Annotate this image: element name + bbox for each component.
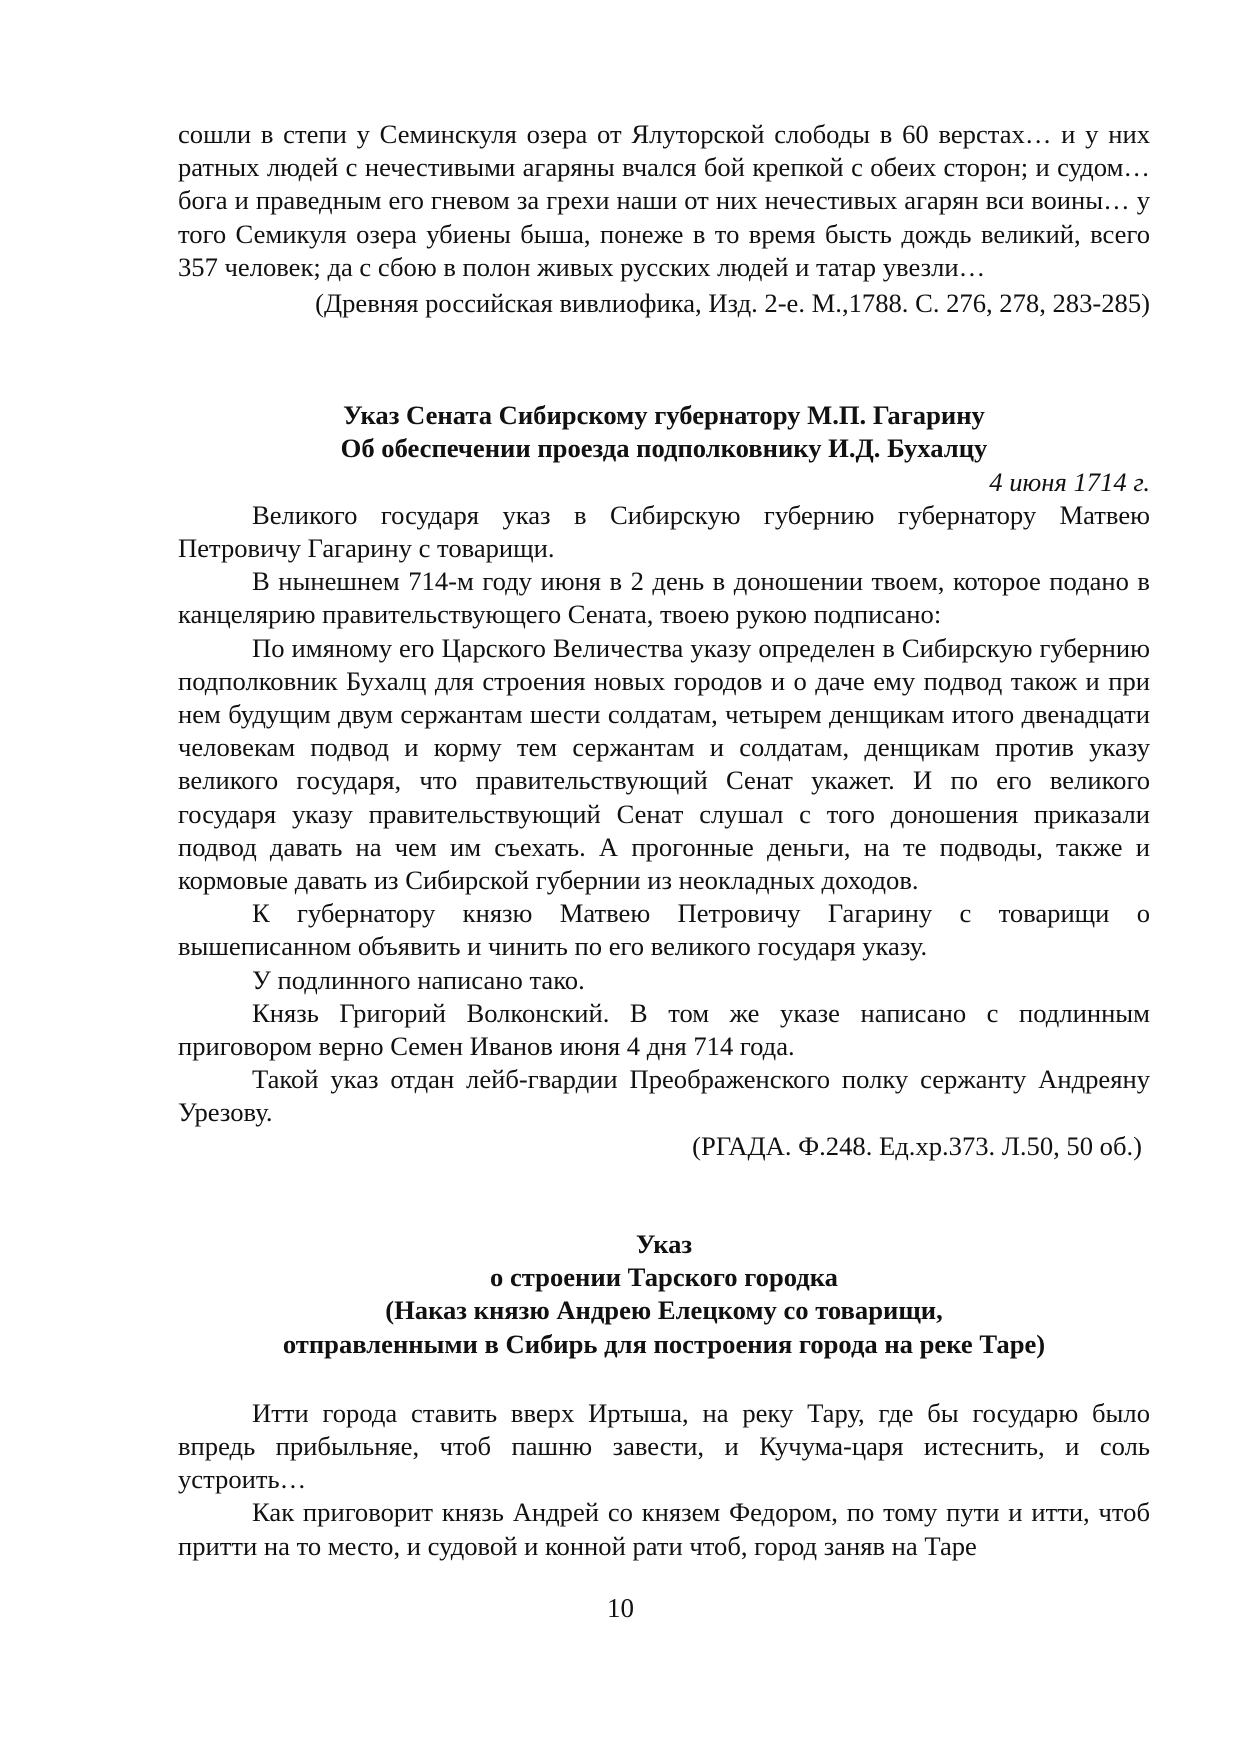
section-senate-decree: [178, 399, 1150, 1163]
section1-source-citation: (РГАДА. Ф.248. Ед.хр.373. Л.50, 50 об.): [692, 1130, 1142, 1161]
section1-paragraph: В нынешнем 714-м году июня в 2 день в доношении твоем, которое подано в канцелярию правительствующего Сената, твоею рукою подписано:: [178, 566, 1150, 630]
section2-title-line4: отправленными в Сибирь для построения города на реке Таре): [282, 1328, 1046, 1359]
page-number: 10: [607, 1593, 634, 1623]
section1-paragraph: Такой указ отдан лейб-гвардии Преображенского полку сержанту Андреяну Урезову.: [178, 1064, 1150, 1128]
section2-paragraph: Итти города ставить вверх Иртыша, на реку Тару, где бы государю было впредь прибыльняе, чтоб пашню завести, и Кучума-царя истеснить, и соль устроить…: [178, 1397, 1150, 1495]
section1-paragraph: Великого государя указ в Сибирскую губернию губернатору Матвею Петровичу Гагарину с товарищи.: [178, 499, 1150, 564]
intro-paragraph: сошли в степи у Семинскуля озера от Ялуторской слободы в 60 верстах… и у них ратных людей с нечестивыми агаряны вчался бой крепкой с обеих сторон; и судом… бога и праведным его гневом за грехи наши от них нечестивых агарян вси воины… у того Семикуля озера убиены быша, понеже в то время бысть дождь великий, всего 357 человек; да с сбою в полон живых русских людей и татар увезли…: [178, 119, 1150, 282]
section2-title-line1: Указ: [635, 1228, 693, 1259]
intro-source-citation: (Древняя российская вивлиофика, Изд. 2-е. М.,1788. С. 276, 278, 283-285): [315, 288, 1150, 319]
document-page: [178, 118, 1150, 1563]
section1-paragraph: Князь Григорий Волконский. В том же указе написано с подлинным приговором верно Семен Иванов июня 4 дня 714 года.: [178, 997, 1150, 1062]
section2-title-line3: (Наказ князю Андрею Елецкому со товарищи,: [385, 1295, 943, 1326]
section2-title-line2: о строении Тарского городка: [490, 1262, 838, 1293]
section1-title-line1: Указ Сената Сибирскому губернатору М.П. Гагарину: [343, 400, 985, 431]
section1-paragraph: У подлинного написано тако.: [252, 964, 585, 995]
section1-title-line2: Об обеспечении проезда подполковнику И.Д. Бухалцу: [340, 433, 988, 464]
section1-paragraph: К губернатору князю Матвею Петровичу Гагарину с товарищи о вышеписанном объявить и чинить по его великого государя указу.: [178, 898, 1150, 962]
section1-paragraph: По имяному его Царского Величества указу определен в Сибирскую губернию подполковник Бухалц для строения новых городов и о даче ему подвод також и при нем будущим двум сержантам шести солдатам, четырем денщикам итого двенадцати человекам подвод и корму тем сержантам и солдатам, денщикам против указу великого государя, что правительствующий Сенат укажет. И по его великого государя указу правительствующий Сенат слушал с того доношения приказали подвод давать на чем им съехать. А прогонные деньги, на те подводы, также и кормовые давать из Сибирской губернии из неокладных доходов.: [178, 632, 1150, 896]
section-tara-decree: [178, 1228, 1150, 1563]
section1-date: 4 июня 1714 г.: [989, 466, 1150, 497]
section2-paragraph: Как приговорит князь Андрей со князем Федором, по тому пути и итти, чтоб притти на то место, и судовой и конной рати чтоб, город заняв на Таре: [178, 1497, 1150, 1561]
